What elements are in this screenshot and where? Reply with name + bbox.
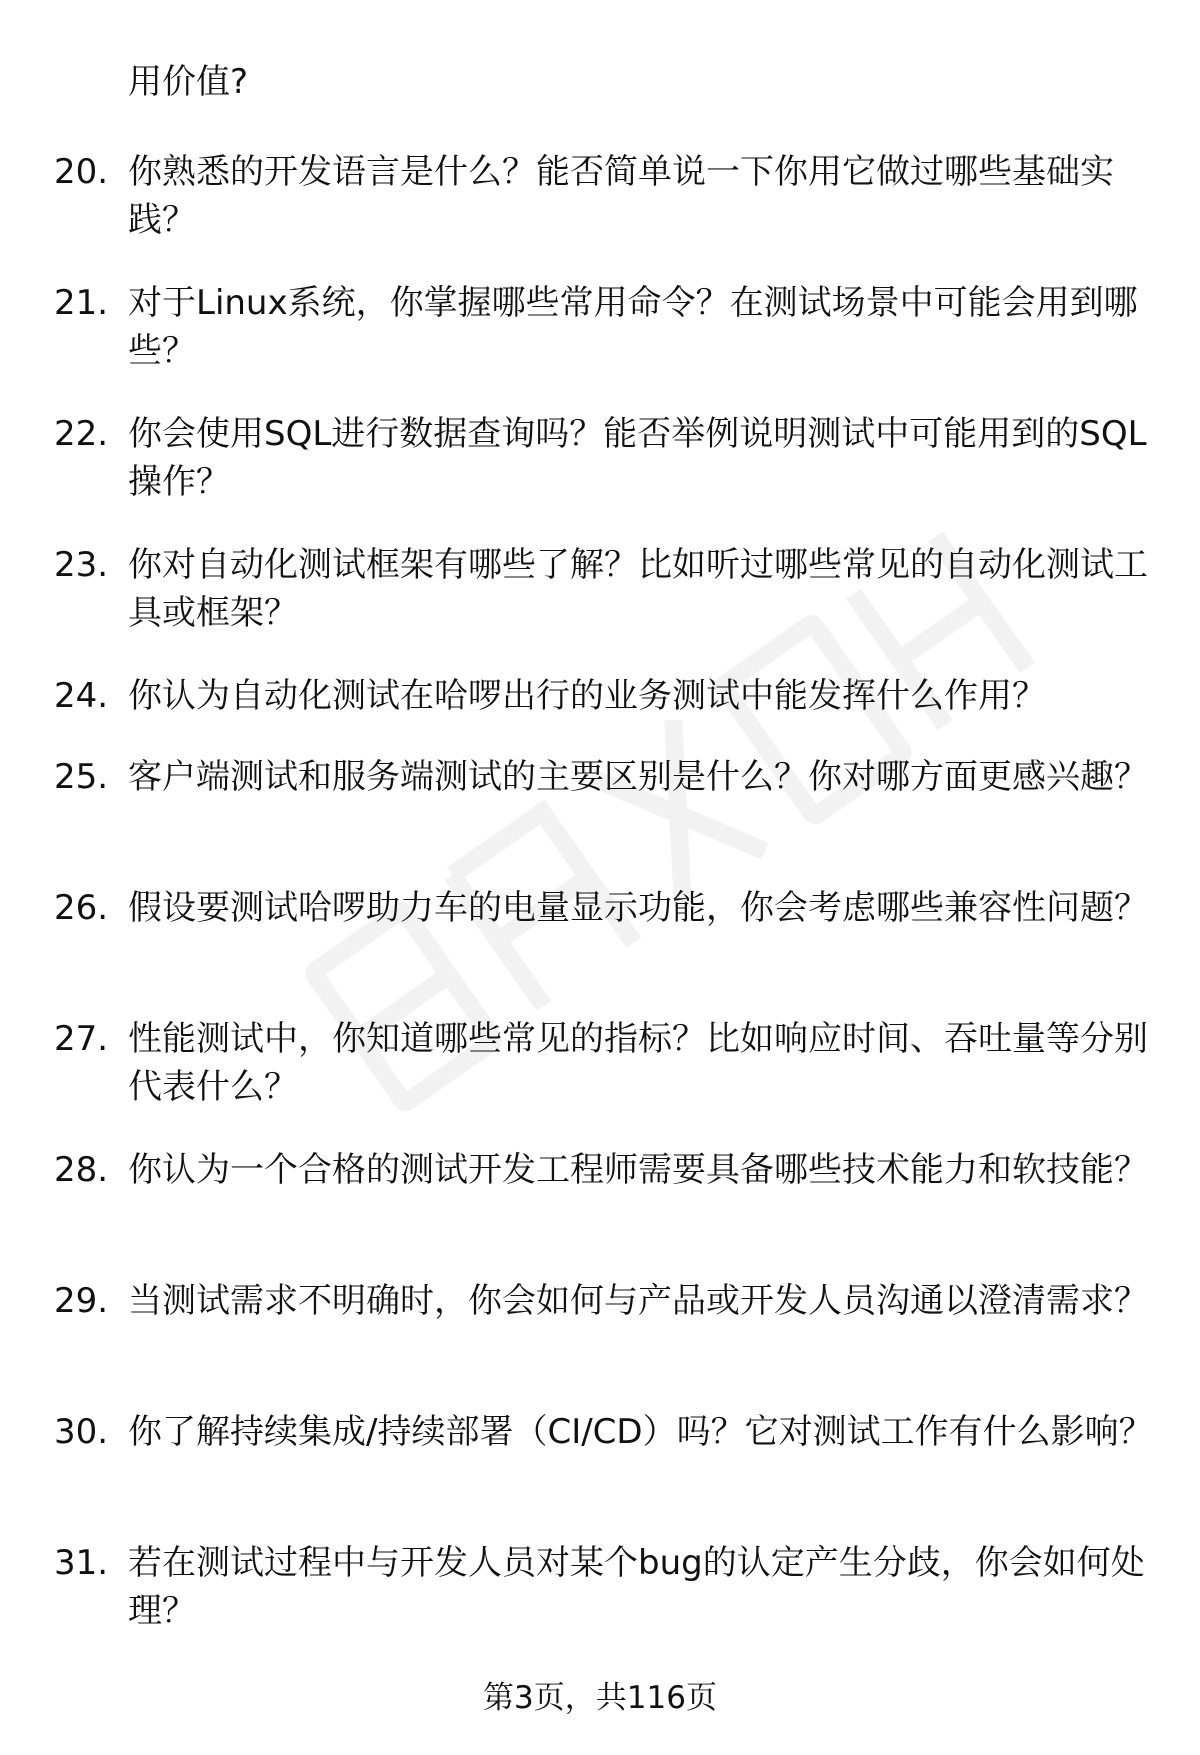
question-item (0, 148, 1200, 279)
question-number: 27. (54, 1019, 109, 1059)
question-item (0, 753, 1200, 884)
question-text: 你熟悉的开发语言是什么？能否简单说一下你用它做过哪些基础实践？ (128, 152, 1114, 240)
question-text: 你了解持续集成/持续部署（CI/CD）吗？它对测试工作有什么影响？ (128, 1412, 1153, 1452)
question-text: 性能测试中，你知道哪些常见的指标？比如响应时间、吞吐量等分别代表什么？ (128, 1019, 1148, 1107)
question-number: 20. (54, 152, 109, 192)
question-text: 若在测试过程中与开发人员对某个bug的认定产生分歧，你会如何处理？ (128, 1543, 1145, 1631)
question-number: 25. (54, 757, 109, 797)
question-item (0, 884, 1200, 1015)
question-text: 你对自动化测试框架有哪些了解？比如听过哪些常见的自动化测试工具或框架？ (128, 545, 1148, 633)
question-text: 当测试需求不明确时，你会如何与产品或开发人员沟通以澄清需求？ (128, 1281, 1148, 1321)
question-text: 你会使用SQL进行数据查询吗？能否举例说明测试中可能用到的SQL操作？ (128, 414, 1147, 502)
question-number: 29. (54, 1281, 109, 1321)
question-item (0, 1277, 1200, 1408)
question-number: 23. (54, 545, 109, 585)
question-item (0, 1146, 1200, 1277)
question-text: 客户端测试和服务端测试的主要区别是什么？你对哪方面更感兴趣？ (128, 757, 1148, 797)
question-item (0, 1539, 1200, 1670)
question-item (0, 1015, 1200, 1146)
question-text: 你认为一个合格的测试开发工程师需要具备哪些技术能力和软技能？ (128, 1150, 1148, 1190)
question-number: 21. (54, 283, 109, 323)
continuation-text: 用价值? (128, 62, 249, 102)
question-number: 22. (54, 414, 109, 454)
page-footer: 第3页，共116页 (483, 1680, 717, 1716)
question-item (0, 672, 1200, 753)
question-number: 30. (54, 1412, 109, 1452)
question-item (0, 541, 1200, 672)
question-list (0, 148, 1200, 1670)
question-item (0, 1408, 1200, 1539)
question-text: 你认为自动化测试在哈啰出行的业务测试中能发挥什么作用？ (128, 676, 1046, 716)
question-number: 31. (54, 1543, 109, 1583)
question-text: 假设要测试哈啰助力车的电量显示功能，你会考虑哪些兼容性问题？ (128, 888, 1148, 928)
question-number: 26. (54, 888, 109, 928)
question-item (0, 410, 1200, 541)
question-item (0, 279, 1200, 410)
question-number: 24. (54, 676, 109, 716)
question-text: 对于Linux系统，你掌握哪些常用命令？在测试场景中可能会用到哪些？ (128, 283, 1138, 371)
question-number: 28. (54, 1150, 109, 1190)
